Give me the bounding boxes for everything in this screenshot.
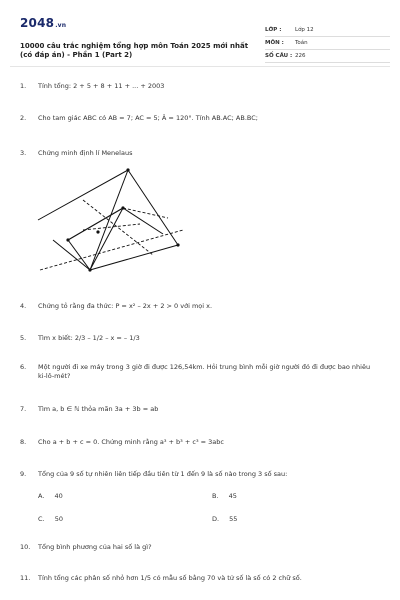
question-text: Tổng của 9 số tự nhiên liên tiếp đầu tiên từ 1 đến 9 là số nào trong 3 số sau: [38,470,288,478]
page-title: 10000 câu trắc nghiệm tổng hợp môn Toán 2025 mới nhất (có đáp án) - Phần 1 (Part 2) [20,42,249,59]
question-number: 4. [20,302,27,310]
question-number: 10. [20,543,31,551]
meta-key: LỚP : [265,27,282,33]
answer-option[interactable] [212,492,237,500]
option-label: C. [38,515,45,523]
meta-value: Toán [295,40,308,46]
site-logo[interactable] [20,16,66,30]
question-number: 8. [20,438,27,446]
logo-suffix: .vn [55,22,67,29]
question-text: Chứng minh định lí Menelaus [38,149,133,157]
option-label: D. [212,515,220,523]
option-value: 55 [229,515,238,523]
question-text: Chứng tỏ rằng đa thức: P = x² – 2x + 2 > 0 với mọi x. [38,302,213,310]
question-text: Tổng bình phương của hai số là gì? [38,543,152,551]
meta-value: Lớp 12 [295,27,314,33]
question-text: Một người đi xe máy trong 3 giờ đi được 126,54km. Hỏi trung bình mỗi giờ người đó đi được bao nhiêu ki-lô-mét? [38,363,371,380]
logo-text: 2048 [20,16,55,30]
header-divider [10,66,390,67]
meta-key: MÔN : [265,40,284,46]
option-label: B. [212,492,219,500]
answer-option[interactable] [212,515,237,523]
meta-row-class [265,24,390,37]
meta-value: 226 [295,53,306,59]
answer-option[interactable] [38,492,63,500]
menelaus-figure [28,160,188,280]
question-number: 6. [20,363,27,371]
question-text: Tính tổng các phân số nhỏ hơn 1/5 có mẫu số bằng 70 và tử số là số có 2 chữ số. [38,574,302,582]
question-number: 5. [20,334,27,342]
option-label: A. [38,492,45,500]
option-value: 50 [54,515,63,523]
question-text: Tìm x biết: 2/3 – 1/2 – x = – 1/3 [38,334,140,342]
question-text: Cho a + b + c = 0. Chứng minh rằng a³ + b³ + c³ = 3abc [38,438,224,446]
question-number: 3. [20,149,27,157]
question-number: 7. [20,405,27,413]
question-number: 9. [20,470,27,478]
meta-key: SỐ CÂU : [265,53,293,59]
meta-row-subject [265,37,390,50]
option-value: 45 [228,492,237,500]
question-number: 1. [20,82,27,90]
page-header [10,10,390,65]
question-text: Tính tổng: 2 + 5 + 8 + 11 + ... + 2003 [38,82,165,90]
option-value: 40 [54,492,63,500]
question-number: 2. [20,114,27,122]
question-text: Tìm a, b ∈ ℕ thỏa mãn 3a + 3b = ab [38,405,159,413]
meta-panel [265,24,390,63]
answer-option[interactable] [38,515,63,523]
question-text: Cho tam giác ABC có AB = 7; AC = 5; Â = 120°. Tính AB.AC; AB.BC; [38,114,258,122]
question-number: 11. [20,574,31,582]
meta-row-count [265,50,390,63]
